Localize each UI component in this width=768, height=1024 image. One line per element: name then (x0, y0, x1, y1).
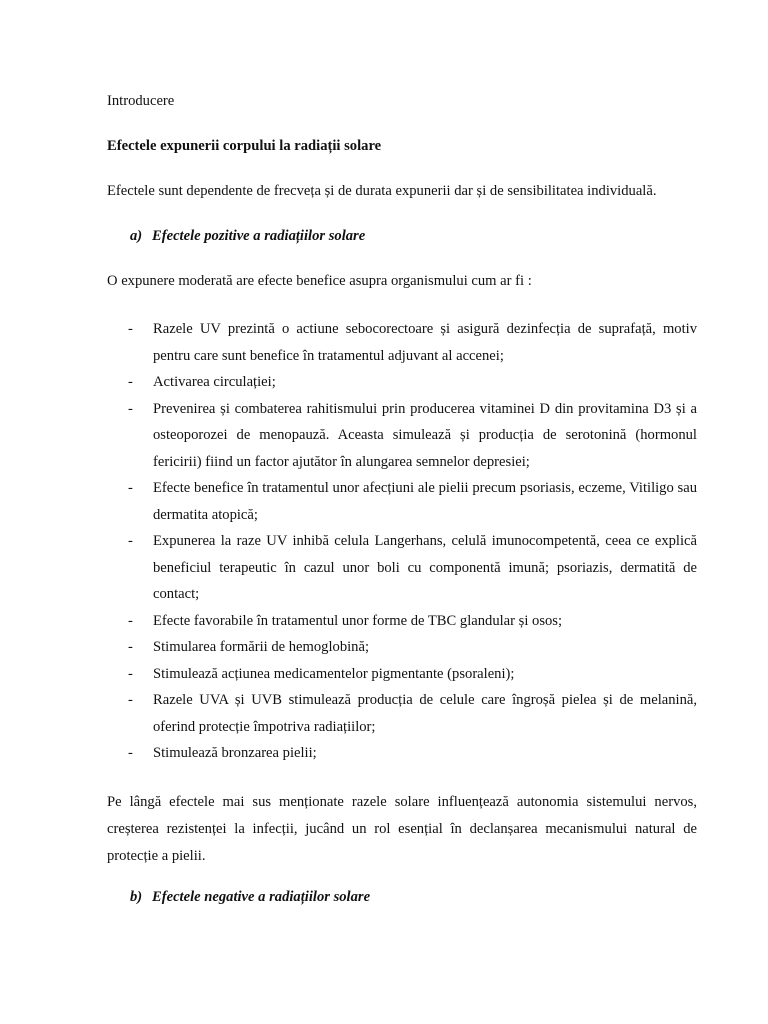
section-b-heading (130, 889, 371, 907)
list-item: - Stimulează acțiunea medicamentelor pigmentante (psoraleni); (128, 661, 697, 688)
list-item: - Stimularea formării de hemoglobină; (128, 634, 697, 661)
document-title: Efectele expunerii corpului la radiații solare (107, 138, 382, 154)
heading-introducere: Introducere (107, 93, 175, 109)
paragraph-intro: Efectele sunt dependente de frecveța și de durata expunerii dar și de sensibilitatea individuală. (107, 183, 657, 199)
paragraph-moderate-exposure: O expunere moderată are efecte benefice asupra organismului cum ar fi : (107, 273, 532, 289)
list-item: - Stimulează bronzarea pielii; (128, 740, 697, 767)
benefits-list (128, 316, 697, 767)
section-a-marker: a) (130, 228, 143, 244)
list-item: - Prevenirea și combaterea rahitismului prin producerea vitaminei D din provitamina D3 și a osteoporozei de menopauză. Aceasta simulează și producția de serotonină (hormonul fericirii) fiind un factor ajutător în alungarea semnelor depresiei; (128, 396, 697, 476)
section-b-marker: b) (130, 889, 143, 905)
list-item: - Efecte favorabile în tratamentul unor forme de TBC glandular și osos; (128, 608, 697, 635)
list-item: - Razele UV prezintă o actiune sebocorectoare și asigură dezinfecția de suprafață, motiv pentru care sunt benefice în tratamentul adjuvant al accenei; (128, 316, 697, 369)
section-a-title: Efectele pozitive a radiațiilor solare (152, 228, 366, 244)
section-a-heading (130, 228, 366, 246)
list-item: - Razele UVA și UVB stimulează producția de celule care îngroșă pielea și de melanină, oferind protecție împotriva radiațiilor; (128, 687, 697, 740)
list-item: - Efecte benefice în tratamentul unor afecțiuni ale pielii precum psoriasis, eczeme, Vitiligo sau dermatita atopică; (128, 475, 697, 528)
section-b-title: Efectele negative a radiațiilor solare (152, 889, 371, 905)
list-item: - Expunerea la raze UV inhibă celula Langerhans, celulă imunocompetentă, ceea ce explică beneficiul terapeutic în cazul unor boli cu componentă imună; psoriazis, dermatită de contact; (128, 528, 697, 608)
paragraph-nervous-system: Pe lângă efectele mai sus menționate razele solare influențează autonomia sistemului nervos, creșterea rezistenței la infecții, jucând un rol esențial în declanșarea mecanismului natural de protecție a pielii. (107, 794, 697, 864)
list-item: - Activarea circulației; (128, 369, 697, 396)
